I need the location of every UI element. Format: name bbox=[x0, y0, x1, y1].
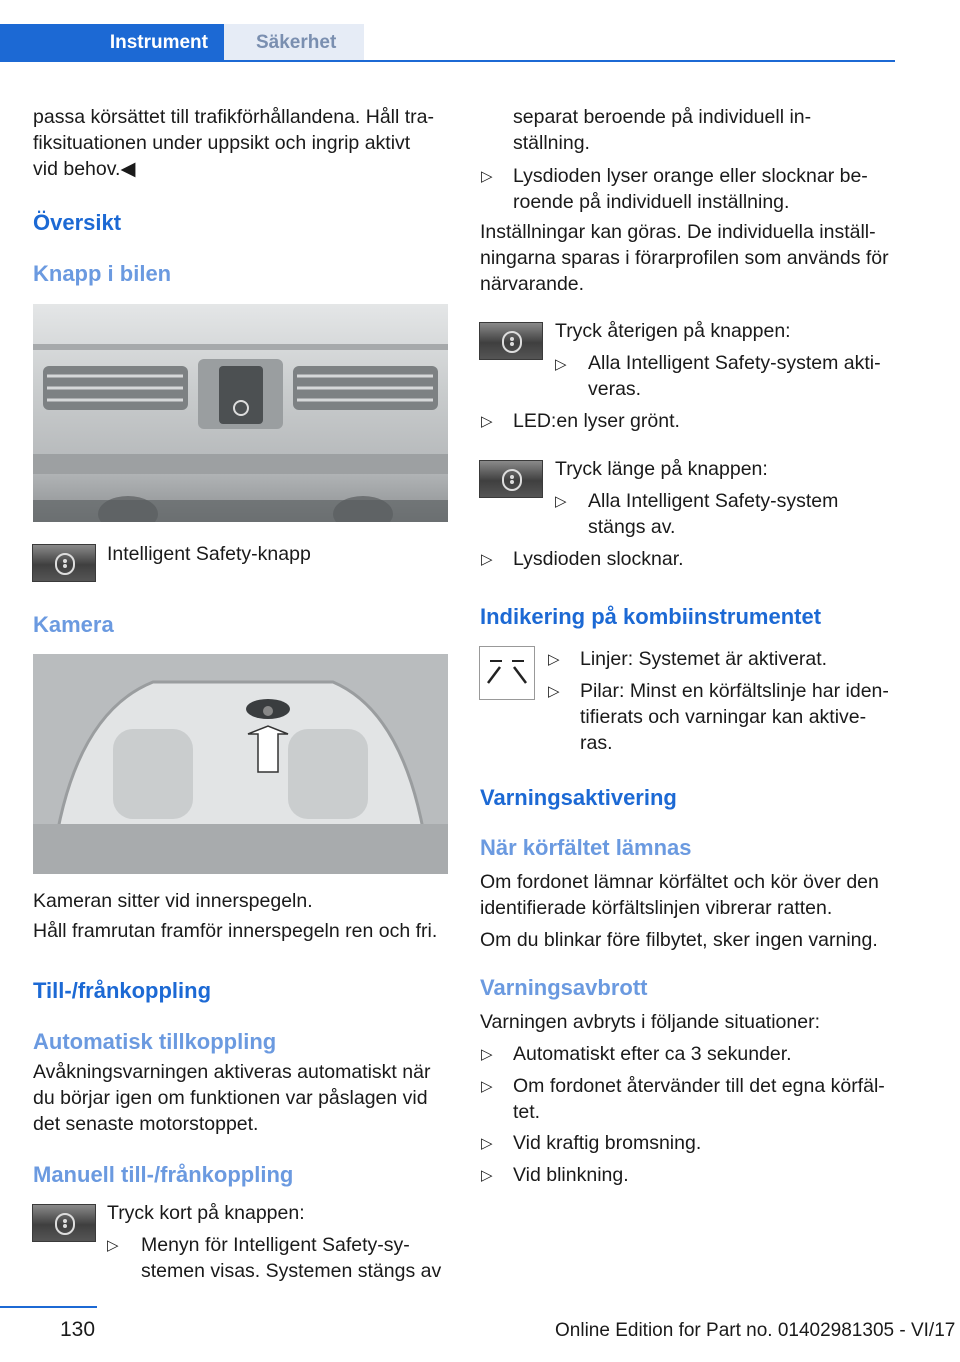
camera-photo bbox=[33, 654, 448, 874]
intelligent-safety-button-icon bbox=[479, 460, 543, 498]
heading-knapp-i-bilen: Knapp i bilen bbox=[33, 261, 172, 286]
bullet-icon: ▷ bbox=[481, 1135, 493, 1152]
again-text: Tryck återigen på knappen: bbox=[555, 320, 791, 342]
intelligent-safety-button-icon bbox=[32, 544, 96, 582]
list-item: veras. bbox=[588, 378, 642, 400]
avbrott-text: Varningen avbryts i följande situationer: bbox=[480, 1011, 821, 1033]
heading-kamera: Kamera bbox=[33, 612, 114, 637]
kamera-text: Håll framrutan framför innerspegeln ren och fri. bbox=[33, 920, 438, 942]
list-item: separat beroende på individuell in‐ bbox=[513, 106, 812, 128]
list-item: ställning. bbox=[513, 132, 590, 154]
list-item: Vid kraftig bromsning. bbox=[513, 1132, 702, 1154]
bullet-icon: ▷ bbox=[481, 1046, 493, 1063]
auto-text: du börjar igen om funktionen var påslagen vid bbox=[33, 1087, 428, 1109]
heading-automatisk: Automatisk tillkoppling bbox=[33, 1029, 277, 1054]
heading-nar-korfaltet: När körfältet lämnas bbox=[480, 835, 692, 860]
page-number: 130 bbox=[60, 1318, 96, 1341]
bullet-icon: ▷ bbox=[107, 1237, 119, 1254]
auto-text: Avåkningsvarningen aktiveras automatiskt när bbox=[33, 1061, 431, 1083]
bullet-icon: ▷ bbox=[555, 356, 567, 373]
long-text: Tryck länge på knappen: bbox=[555, 458, 768, 480]
button-caption: Intelligent Safety-knapp bbox=[107, 543, 311, 565]
blinkar-text: Om du blinkar före filbytet, sker ingen varning. bbox=[480, 929, 878, 951]
tab-instrument[interactable]: Instrument bbox=[0, 24, 224, 62]
list-item: stemen visas. Systemen stängs av bbox=[141, 1260, 442, 1282]
list-item: Pilar: Minst en körfältslinje har iden‐ bbox=[580, 680, 889, 702]
bullet-icon: ▷ bbox=[555, 493, 567, 510]
intro-line: passa körsättet till trafikförhållandena. Håll tra‐ bbox=[33, 106, 435, 128]
list-item: Alla Intelligent Safety-system akti‐ bbox=[588, 352, 881, 374]
list-item: Lysdioden slocknar. bbox=[513, 548, 684, 570]
list-item: tifierats och varningar kan aktive‐ bbox=[580, 706, 867, 728]
heading-manuell: Manuell till-/frånkoppling bbox=[33, 1162, 294, 1187]
lamnas-text: Om fordonet lämnar körfältet och kör över den bbox=[480, 871, 879, 893]
edition-text: Online Edition for Part no. 01402981305 - VI/17 bbox=[555, 1320, 956, 1341]
list-item: Linjer: Systemet är aktiverat. bbox=[580, 648, 828, 670]
bullet-icon: ▷ bbox=[481, 413, 493, 430]
list-item: Lysdioden lyser orange eller slocknar be‐ bbox=[513, 165, 868, 187]
intelligent-safety-button-icon bbox=[32, 1204, 96, 1242]
dashboard-illustration bbox=[33, 304, 448, 522]
heading-oversikt: Översikt bbox=[33, 210, 122, 235]
heading-till-fran: Till-/frånkoppling bbox=[33, 978, 212, 1003]
footer-rule bbox=[0, 1306, 97, 1308]
intro-line: fiksituationen under uppsikt och ingrip aktivt bbox=[33, 132, 411, 154]
heading-indikering: Indikering på kombiinstrumentet bbox=[480, 604, 822, 629]
list-item: ras. bbox=[580, 732, 613, 754]
bullet-icon: ▷ bbox=[548, 683, 560, 700]
auto-text: det senaste motorstoppet. bbox=[33, 1113, 259, 1135]
heading-varningsaktivering: Varningsaktivering bbox=[480, 785, 677, 810]
page-header bbox=[0, 0, 960, 62]
bullet-icon: ▷ bbox=[481, 551, 493, 568]
tab-sakerhet[interactable]: Säkerhet bbox=[224, 24, 364, 62]
settings-text: närvarande. bbox=[480, 273, 585, 295]
intro-line: vid behov.◀ bbox=[33, 158, 136, 180]
dashboard-photo bbox=[33, 304, 448, 522]
settings-text: ningarna sparas i förarprofilen som används för bbox=[480, 247, 889, 269]
windshield-illustration bbox=[33, 654, 448, 874]
kamera-text: Kameran sitter vid innerspegeln. bbox=[33, 890, 313, 912]
list-item: Om fordonet återvänder till det egna körfäl‐ bbox=[513, 1075, 885, 1097]
list-item: roende på individuell inställning. bbox=[513, 191, 790, 213]
manuell-text: Tryck kort på knappen: bbox=[107, 1202, 305, 1224]
heading-varningsavbrott: Varningsavbrott bbox=[480, 975, 648, 1000]
list-item: Menyn för Intelligent Safety-sy‐ bbox=[141, 1234, 410, 1256]
header-rule bbox=[0, 60, 895, 62]
bullet-icon: ▷ bbox=[481, 168, 493, 185]
bullet-icon: ▷ bbox=[548, 651, 560, 668]
list-item: Vid blinkning. bbox=[513, 1164, 629, 1186]
list-item: stängs av. bbox=[588, 516, 676, 538]
list-item: Alla Intelligent Safety-system bbox=[588, 490, 839, 512]
lamnas-text: identifierade körfältslinjen vibrerar ratten. bbox=[480, 897, 833, 919]
bullet-icon: ▷ bbox=[481, 1167, 493, 1184]
lane-lines-icon bbox=[479, 646, 535, 700]
list-item: Automatiskt efter ca 3 sekunder. bbox=[513, 1043, 792, 1065]
settings-text: Inställningar kan göras. De individuella inställ‐ bbox=[480, 221, 876, 243]
list-item: tet. bbox=[513, 1101, 541, 1123]
intelligent-safety-button-icon bbox=[479, 322, 543, 360]
bullet-icon: ▷ bbox=[481, 1078, 493, 1095]
list-item: LED:en lyser grönt. bbox=[513, 410, 680, 432]
